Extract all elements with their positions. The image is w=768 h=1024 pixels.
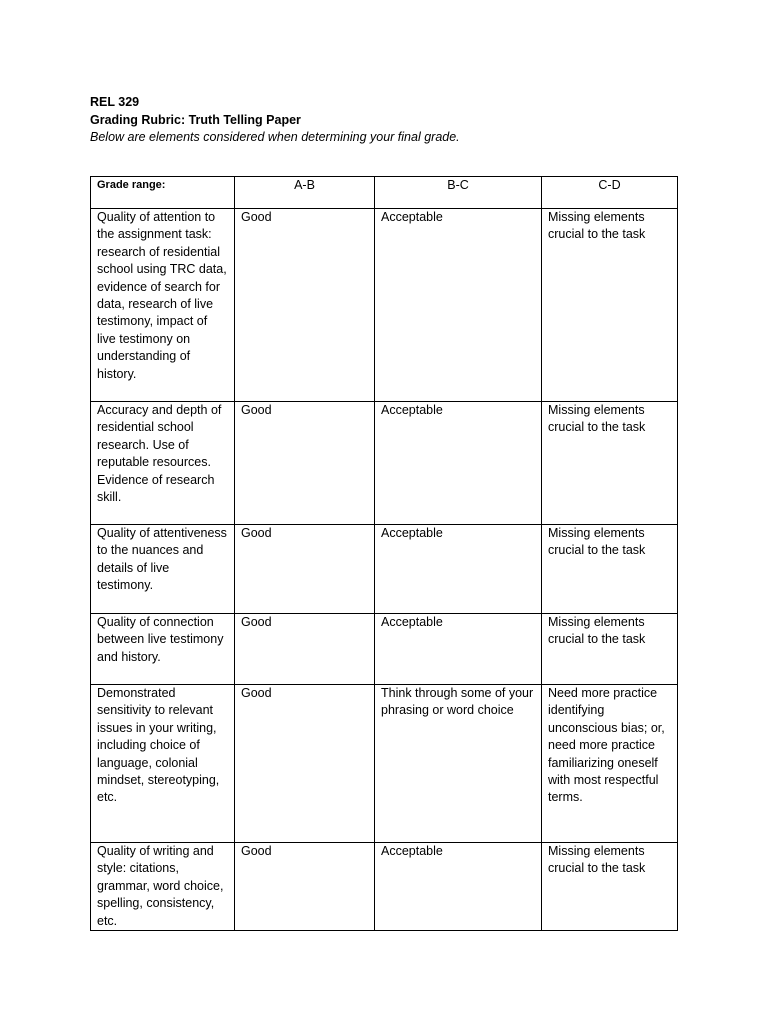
table-row (91, 209, 678, 402)
criterion-cell: Accuracy and depth of residential school research. Use of reputable resources. Evidence of research skill. (91, 402, 235, 525)
grade-range-header: Grade range: (91, 177, 235, 209)
cd-cell: Missing elements crucial to the task (542, 843, 678, 931)
ab-column-header: A-B (235, 177, 375, 209)
criterion-cell: Demonstrated sensitivity to relevant issues in your writing, including choice of language, colonial mindset, stereotyping, etc. (91, 685, 235, 843)
cd-cell: Need more practice identifying unconscious bias; or, need more practice familiarizing oneself with most respectful terms. (542, 685, 678, 843)
table-row (91, 614, 678, 685)
criterion-cell: Quality of attention to the assignment task: research of residential school using TRC data, evidence of search for data, research of live testimony, impact of live testimony on understanding of history. (91, 209, 235, 402)
bc-cell: Acceptable (375, 209, 542, 402)
ab-cell: Good (235, 843, 375, 931)
bc-cell: Acceptable (375, 843, 542, 931)
criterion-cell: Quality of attentiveness to the nuances and details of live testimony. (91, 525, 235, 614)
rubric-subtitle: Below are elements considered when determining your final grade. (90, 130, 460, 144)
table-row (91, 402, 678, 525)
table-row (91, 685, 678, 843)
table-row (91, 843, 678, 931)
criterion-cell: Quality of connection between live testimony and history. (91, 614, 235, 685)
table-header-row (91, 177, 678, 209)
criterion-cell: Quality of writing and style: citations, grammar, word choice, spelling, consistency, etc. (91, 843, 235, 931)
bc-cell: Acceptable (375, 614, 542, 685)
ab-cell: Good (235, 525, 375, 614)
ab-cell: Good (235, 209, 375, 402)
bc-cell: Acceptable (375, 525, 542, 614)
grading-rubric-table (90, 176, 678, 931)
bc-cell: Think through some of your phrasing or word choice (375, 685, 542, 843)
bc-column-header: B-C (375, 177, 542, 209)
cd-cell: Missing elements crucial to the task (542, 209, 678, 402)
cd-column-header: C-D (542, 177, 678, 209)
cd-cell: Missing elements crucial to the task (542, 402, 678, 525)
document-header (90, 94, 690, 147)
ab-cell: Good (235, 685, 375, 843)
ab-cell: Good (235, 614, 375, 685)
cd-cell: Missing elements crucial to the task (542, 525, 678, 614)
table-row (91, 525, 678, 614)
rubric-title: Grading Rubric: Truth Telling Paper (90, 112, 301, 127)
course-code: REL 329 (90, 95, 140, 109)
bc-cell: Acceptable (375, 402, 542, 525)
cd-cell: Missing elements crucial to the task (542, 614, 678, 685)
ab-cell: Good (235, 402, 375, 525)
